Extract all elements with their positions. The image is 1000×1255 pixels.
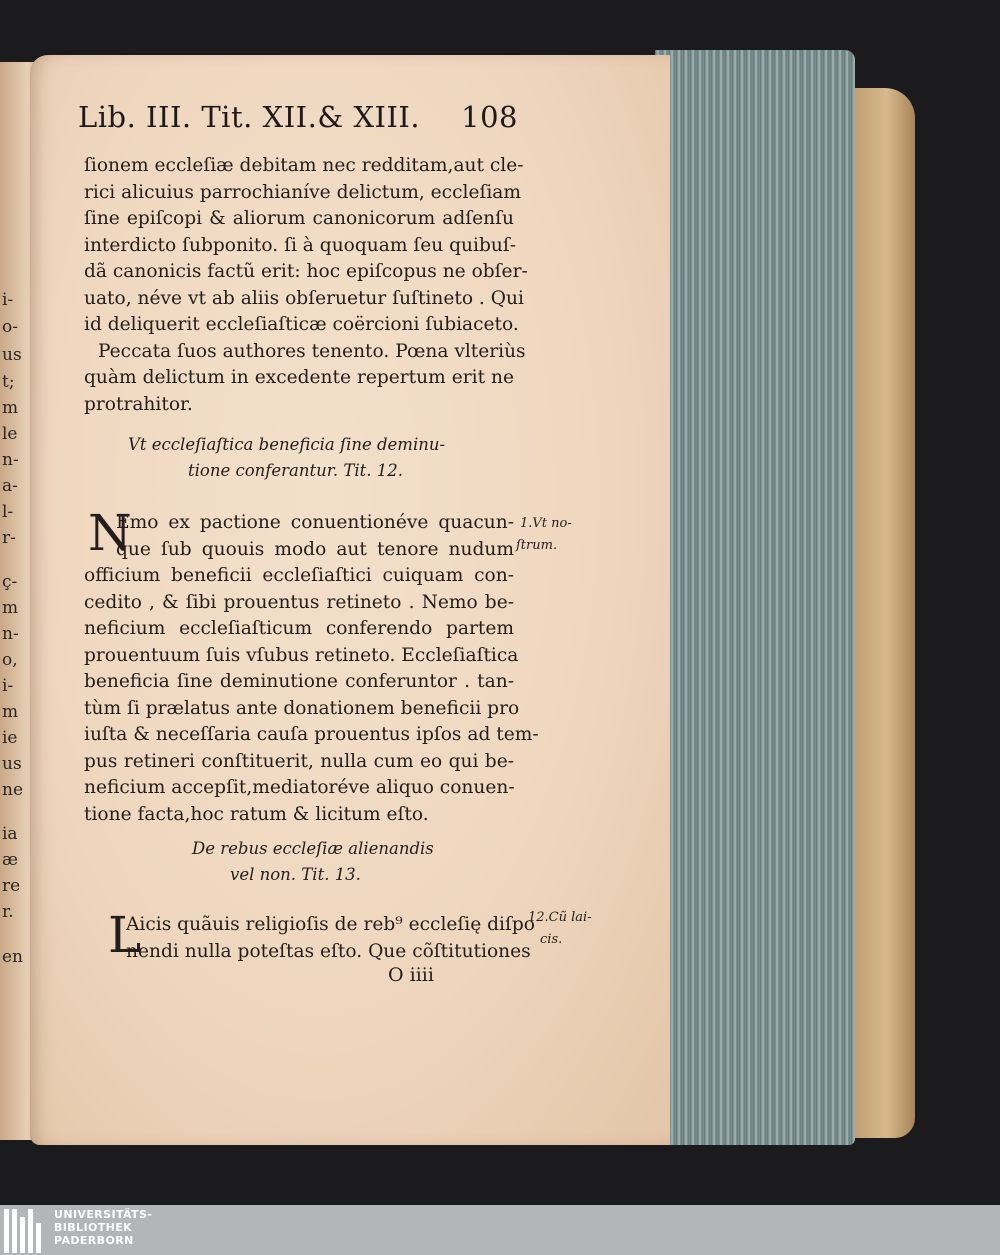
left-fragment: a- bbox=[2, 476, 18, 496]
left-fragment: l- bbox=[2, 502, 14, 522]
text-line: rici alicuius parrochianíve delictum, eccleſiam bbox=[84, 181, 522, 203]
text-line: Aicis quãuis religioſis de reb⁹ eccleſię diſpo bbox=[126, 914, 535, 935]
page-block-edge bbox=[655, 50, 855, 1145]
text-line: neficium eccleſiaſticum conferendo partem bbox=[84, 618, 514, 639]
text-line: dã canonicis factũ erit: hoc epiſcopus ne obſer- bbox=[84, 261, 528, 282]
left-fragment: n- bbox=[2, 624, 19, 644]
text-line: iuſta & neceſſaria cauſa prouentus ipſos ad tem- bbox=[84, 724, 539, 745]
rubric-title-13-cont: vel non. Tit. 13. bbox=[230, 865, 361, 884]
left-fragment: i- bbox=[2, 676, 14, 696]
left-fragment: le bbox=[2, 424, 18, 444]
library-name-line: PADERBORN bbox=[54, 1234, 134, 1247]
rubric-title-12-cont: tione conferantur. Tit. 12. bbox=[188, 461, 403, 480]
left-fragment: ia bbox=[2, 824, 18, 844]
running-title: Lib. III. Tit. XII.& XIII. bbox=[78, 100, 421, 134]
text-line: tione facta,hoc ratum & licitum eſto. bbox=[84, 803, 429, 825]
signature-mark: O iiii bbox=[388, 964, 434, 986]
drop-initial-n: N bbox=[88, 504, 132, 562]
left-fragment: m bbox=[2, 398, 19, 418]
left-fragment: æ bbox=[2, 850, 18, 870]
marginal-note-12-cont: ſtrum. bbox=[516, 538, 558, 553]
text-line: uato, néve vt ab aliis obſeruetur ſuſtineto . Qui bbox=[84, 287, 524, 309]
text-block-title-13 bbox=[122, 912, 535, 965]
text-line: pus retineri conſtituerit, nulla cum eo qui be- bbox=[84, 750, 514, 772]
rubric-title-13: De rebus eccleſiæ alienandis bbox=[192, 839, 434, 858]
left-fragment: i- bbox=[2, 290, 14, 310]
text-line: que ſub quouis modo aut tenore nudum bbox=[116, 538, 514, 560]
text-line: nendi nulla poteſtas eſto. Que cõſtitutiones bbox=[126, 940, 531, 962]
text-line: neficium accepſit,mediatoréve aliquo conuen- bbox=[84, 777, 515, 798]
left-fragment: t; bbox=[2, 372, 15, 392]
left-fragment: m bbox=[2, 702, 19, 722]
text-line: id deliquerit eccleſiaſticæ coërcioni ſubiaceto. bbox=[84, 314, 519, 335]
left-fragment: m bbox=[2, 598, 19, 618]
text-line: cedito , & ſibi prouentus retineto . Nemo be- bbox=[84, 591, 514, 613]
text-line: interdicto ſubponito. ſi à quoquam ſeu quibuſ- bbox=[84, 234, 517, 256]
left-fragment: us bbox=[2, 754, 22, 774]
library-footer bbox=[0, 1205, 1000, 1255]
left-fragment: ie bbox=[2, 728, 18, 748]
text-line: tùm ſi prælatus ante donationem beneficii pro bbox=[84, 697, 520, 719]
text-line: Peccata ſuos authores tenento. Pœna vlteriùs bbox=[98, 340, 526, 362]
left-fragment: r- bbox=[2, 528, 16, 548]
folio-number: 108 bbox=[461, 100, 518, 134]
running-header bbox=[78, 100, 518, 144]
text-line: beneficia ſine deminutione conferuntor . tan- bbox=[84, 671, 514, 692]
text-line: officium beneficii eccleſiaſtici cuiquam con- bbox=[84, 565, 514, 586]
rubric-title-12: Vt eccleſiaſtica beneficia ſine deminu- bbox=[128, 435, 446, 454]
text-line: prouentuum ſuis vſubus retineto. Eccleſiaſtica bbox=[84, 644, 519, 666]
left-fragment: o- bbox=[2, 317, 18, 337]
left-fragment: en bbox=[2, 947, 24, 967]
library-logo-icon bbox=[2, 1209, 44, 1253]
marginal-note-13: 12.Cũ lai- bbox=[528, 910, 592, 925]
text-line: ſine epiſcopi & aliorum canonicorum adſenſu bbox=[84, 208, 514, 229]
text-line: quàm delictum in excedente repertum erit ne bbox=[84, 367, 514, 388]
left-fragment: re bbox=[2, 876, 21, 896]
left-fragment: n- bbox=[2, 450, 19, 470]
left-fragment: ç- bbox=[2, 572, 18, 592]
marginal-note-13-cont: cis. bbox=[540, 932, 563, 947]
marginal-note-12: 1.Vt no- bbox=[520, 516, 572, 531]
library-name bbox=[54, 1208, 152, 1247]
left-fragment: us bbox=[2, 345, 22, 365]
text-line: protrahitor. bbox=[84, 393, 193, 415]
library-name-line: BIBLIOTHEK bbox=[54, 1221, 133, 1234]
left-fragment: ne bbox=[2, 780, 24, 800]
left-fragment: o, bbox=[2, 650, 18, 670]
library-name-line: UNIVERSITÄTS- bbox=[54, 1208, 153, 1221]
left-page-text-fragments bbox=[0, 62, 24, 1140]
left-fragment: r. bbox=[2, 902, 14, 922]
drop-initial-l: L bbox=[108, 906, 142, 964]
text-line: Emo ex pactione conuentionéve quacun- bbox=[116, 512, 514, 533]
text-block-top bbox=[84, 153, 528, 418]
text-line: ſionem eccleſiæ debitam nec redditam,aut cle- bbox=[84, 155, 524, 176]
